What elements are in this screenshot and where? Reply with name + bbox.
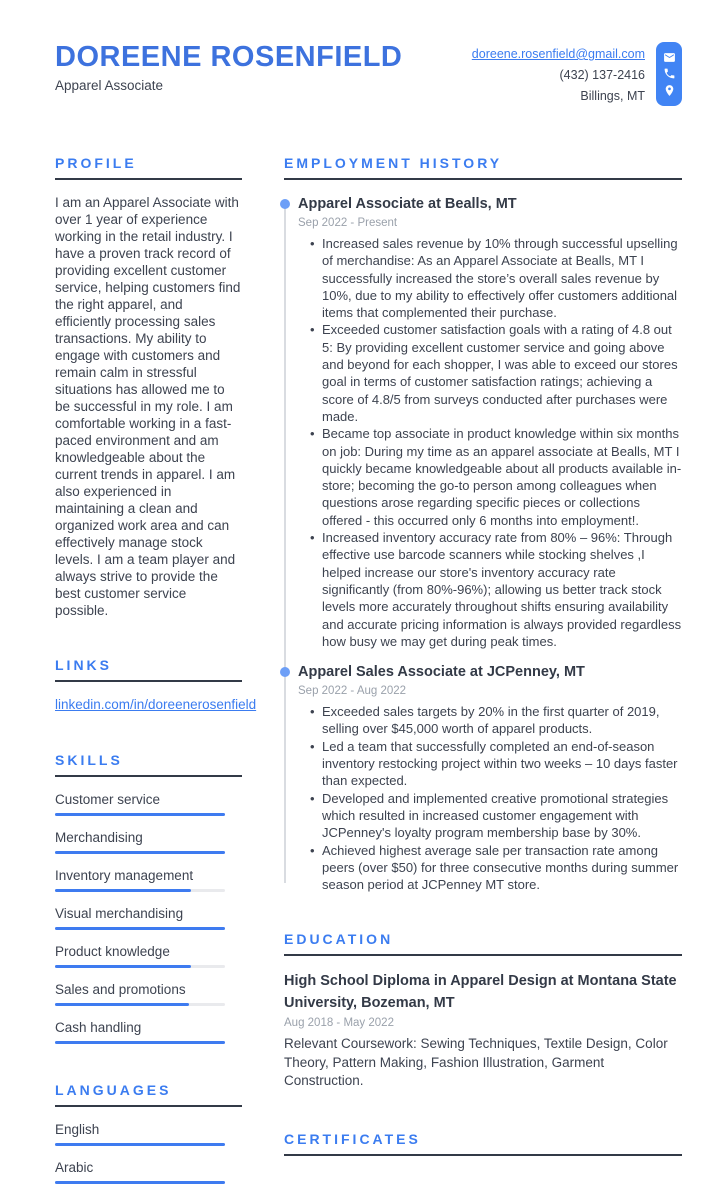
skill-label: Merchandising [55,830,143,845]
skill-label: Customer service [55,792,161,807]
skill-bar [55,889,225,892]
skill-label: Sales and promotions [55,982,186,997]
envelope-icon [663,51,676,64]
skill-item [55,829,242,854]
certificates-section [284,1131,682,1156]
skill-item [55,867,242,892]
language-item [55,1121,242,1146]
identity-block [55,42,402,93]
timeline-dot [280,667,290,677]
skill-item [55,981,242,1006]
education-section [284,931,682,1091]
links-heading: LINKS [55,657,242,682]
language-bar [55,1143,225,1146]
job-bullet: • Exceeded customer satisfaction goals with a rating of 4.8 out 5: By providing excellent customer service and going above and beyond for each shopper, I was able to exceed our stores goal in terms of customer satisfaction ratings; achieving a score of 4.8/5 from surveys conducted after purchases were made. [298,321,682,425]
skill-label: Product knowledge [55,944,170,959]
certificates-heading: CERTIFICATES [284,1131,682,1156]
job-bullet: • Exceeded sales targets by 20% in the first quarter of 2019, selling over $45,000 worth of apparel products. [298,703,682,738]
job-bullet: • Increased inventory accuracy rate from 80% – 96%: Through effective use barcode scanners while stocking shelves ,I helped increase our store's inventory accuracy rate significantly (from 80%-96%); allowing us better track stock levels more accurately throughout shifts ensuring availability and accurate pricing information is always provided regardless how busy we may get during peak times. [298,529,682,650]
skill-bar [55,813,225,816]
links-section [55,657,257,714]
profile-section [55,155,242,619]
job-bullet: • Became top associate in product knowledge within six months on job: During my time as an apparel associate at Bealls, MT I quickly became knowledgeable about all products available in-store; becoming the go-to person among colleagues when questions arose regarding specific pieces or collections offered - this occurred only 6 months into employment!. [298,425,682,529]
email-link[interactable]: doreene.rosenfield@gmail.com [471,47,645,61]
phone-number: (432) 137-2416 [559,68,645,82]
job-entry [284,663,682,893]
phone-icon [663,67,676,80]
location-text: Billings, MT [580,89,645,103]
job-bullet-list [298,235,682,650]
job-title: Apparel Associate at Bealls, MT [298,196,517,212]
timeline-dot [280,199,290,209]
skill-bar [55,1003,225,1006]
skills-heading: SKILLS [55,752,242,777]
education-heading: EDUCATION [284,931,682,956]
left-column [55,155,257,1197]
linkedin-link[interactable]: linkedin.com/in/doreenerosenfield [55,697,257,712]
resume-header [0,0,724,107]
education-title: High School Diploma in Apparel Design at Montana State University, Bozeman, MT [284,973,677,1012]
person-name: DOREENE ROSENFIELD [55,41,403,73]
skill-label: Cash handling [55,1020,142,1035]
employment-section [284,155,682,893]
job-dates: Sep 2022 - Aug 2022 [298,685,407,698]
job-bullet: • Increased sales revenue by 10% through successful upselling of merchandise: As an Apparel Associate at Bealls, MT I successfully increased the store’s overall sales revenue by 10%, due to my ability to effectively offer customers additional items that complemented their purchase. [298,235,682,321]
contact-lines [472,44,645,107]
education-entry [284,970,682,1091]
contact-icons-pill [656,42,682,106]
job-bullet-list [298,703,682,893]
languages-section [55,1082,242,1184]
job-entry [284,195,682,650]
job-bullet: • Led a team that successfully completed an end-of-season inventory restocking project within two weeks – 10 days faster than expected. [298,738,682,790]
skill-bar [55,927,225,930]
skill-item [55,905,242,930]
profile-heading: PROFILE [55,155,242,180]
skill-item [55,1019,242,1044]
skill-label: Visual merchandising [55,906,184,921]
skill-item [55,943,242,968]
job-dates: Sep 2022 - Present [298,217,398,229]
language-label: Arabic [55,1160,94,1175]
location-pin-icon [663,84,676,97]
language-bar [55,1181,225,1184]
content-columns [0,155,724,1197]
skill-bar [55,965,225,968]
languages-heading: LANGUAGES [55,1082,242,1107]
employment-timeline [284,195,682,893]
education-dates: Aug 2018 - May 2022 [284,1017,394,1030]
language-label: English [55,1122,100,1137]
person-job-title: Apparel Associate [55,77,164,93]
skill-bar [55,851,225,854]
job-title: Apparel Sales Associate at JCPenney, MT [298,664,585,681]
language-item [55,1159,242,1184]
contact-block [472,42,682,107]
skill-bar [55,1041,225,1044]
right-column [284,155,682,1197]
skill-item [55,791,242,816]
job-bullet: • Achieved highest average sale per transaction rate among peers (over $50) for three consecutive months during summer season period at JCPenney MT store. [298,842,682,894]
skills-section [55,752,242,1044]
education-description: Relevant Coursework: Sewing Techniques, Textile Design, Color Theory, Pattern Making, Fashion Illustration, Garment Construction. [284,1036,668,1089]
job-bullet: • Developed and implemented creative promotional strategies which resulted in increased customer engagement with JCPenney's loyalty program membership base by 30%. [298,790,682,842]
profile-text: I am an Apparel Associate with over 1 year of experience working in the retail industry. I have a proven track record of providing excellent customer service, helping customers find the right apparel, and efficiently processing sales transactions. My ability to engage with customers and remain calm in stressful situations has allowed me to be successful in my role. I am comfortable working in a fast-paced environment and am knowledgeable about the current trends in apparel. I am also experienced in maintaining a clean and organized work area and can effectively manage stock levels. I am a team player and always strive to provide the best customer service possible. [55,195,241,618]
employment-heading: EMPLOYMENT HISTORY [284,155,682,180]
skill-label: Inventory management [55,868,194,883]
